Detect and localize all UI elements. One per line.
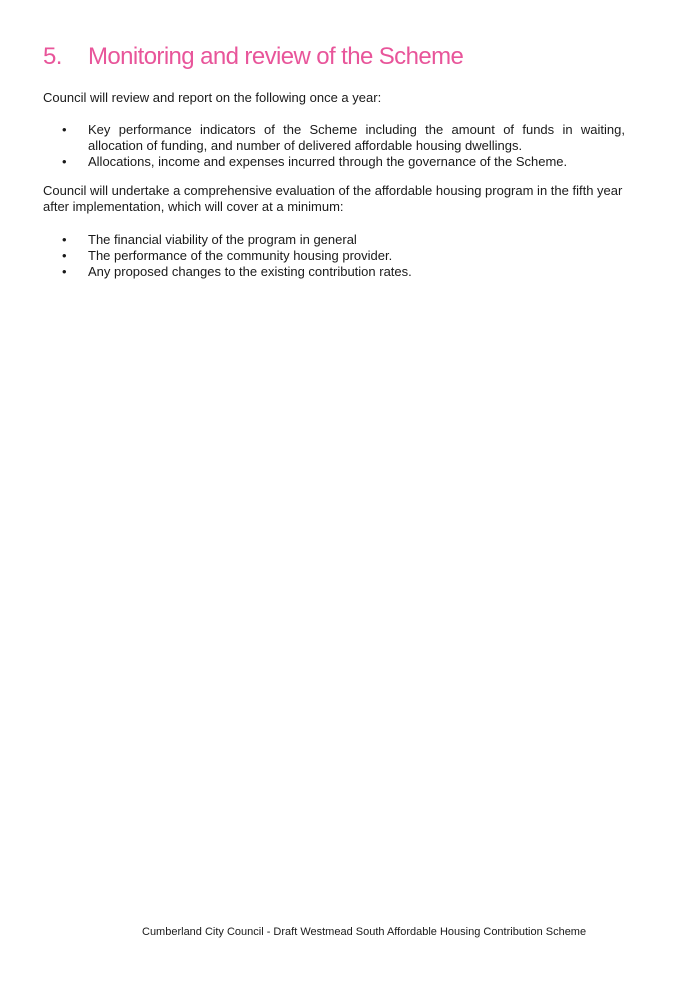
bullet-icon: • [62,232,67,247]
evaluation-list [43,232,625,280]
list-item-text: The financial viability of the program in general [88,232,357,247]
list-item [43,154,625,170]
list-item-text: Key performance indicators of the Scheme including the amount of funds in waiting, allocation of funding, and number of delivered affordable housing dwellings. [88,122,625,153]
bullet-icon: • [62,264,67,279]
bullet-icon: • [62,122,67,137]
list-item [43,264,625,280]
bullet-icon: • [62,248,67,263]
section-heading [43,42,643,72]
section-number: 5. [43,43,62,70]
list-item-text: Any proposed changes to the existing contribution rates. [88,264,412,279]
evaluation-intro: Council will undertake a comprehensive evaluation of the affordable housing program in the fifth year after implementation, which will cover at a minimum: [43,183,623,214]
page-footer: Cumberland City Council - Draft Westmead South Affordable Housing Contribution Scheme [142,926,587,938]
section-title: Monitoring and review of the Scheme [88,43,464,70]
list-item [43,232,625,248]
bullet-icon: • [62,154,67,169]
annual-review-list [43,122,625,170]
list-item-text: Allocations, income and expenses incurred through the governance of the Scheme. [88,154,568,169]
list-item-text: The performance of the community housing provider. [88,248,393,263]
list-item [43,122,625,154]
list-item [43,248,625,264]
annual-review-intro: Council will review and report on the following once a year: [43,90,382,105]
